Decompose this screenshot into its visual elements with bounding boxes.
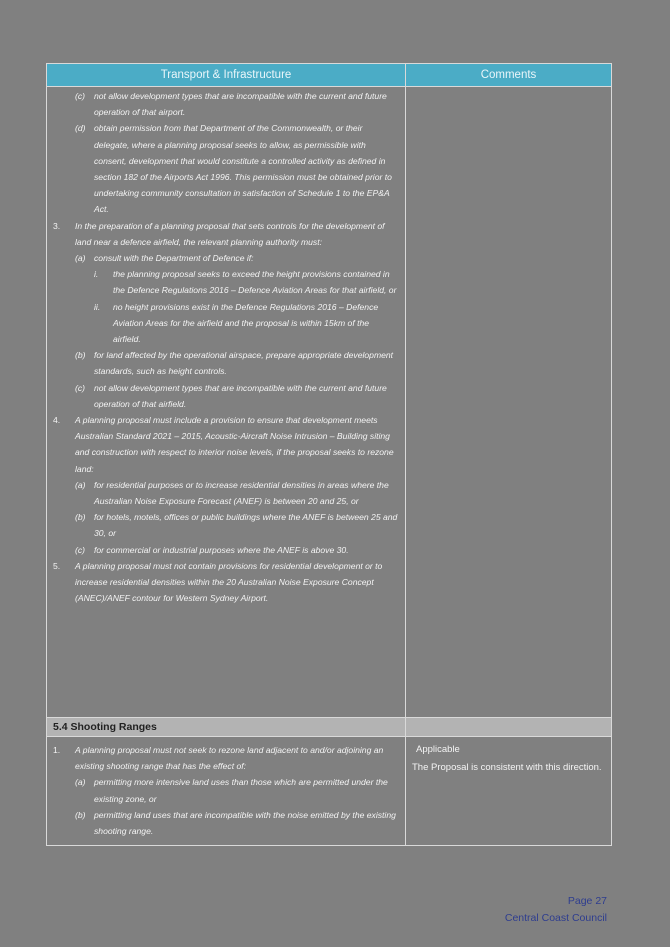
section-heading: 5.4 Shooting Ranges	[47, 718, 406, 736]
clause-label: (a)	[75, 479, 86, 490]
sub-clause-item	[53, 807, 399, 839]
clause-text: permitting land uses that are incompatible with the noise emitted by the existing shooting range.	[94, 809, 396, 837]
clause-label: (b)	[75, 512, 86, 523]
comments-cell	[406, 737, 611, 845]
clause-text: In the preparation of a planning proposal that sets controls for the development of land near a defence airfield, the relevant planning authority must:	[75, 220, 385, 247]
sub-clause-item	[53, 120, 399, 217]
clause-item	[53, 558, 399, 607]
clause-text: the planning proposal seeks to exceed the height provisions contained in the Defence Regulations 2016 – Defence Aviation Areas for that airfield, or	[113, 269, 397, 296]
clause-text: A planning proposal must include a provision to ensure that development meets Australian Standard 2021 – 2015, Acoustic-Aircraft Noise Intrusion – Building siting and construction with respect to interior noise levels, if the proposal seeks to rezone land:	[75, 415, 394, 474]
clause-label: 3.	[53, 220, 61, 231]
provisions-cell	[47, 737, 406, 845]
applicable-status: Applicable	[416, 744, 460, 755]
clause-text: consult with the Department of Defence if:	[94, 253, 254, 264]
clause-text: for land affected by the operational airspace, prepare appropriate development standards, such as height controls.	[94, 350, 394, 377]
sub-clause-item	[53, 299, 399, 348]
table-row	[47, 87, 611, 718]
sub-clause-item	[53, 380, 399, 412]
clause-text: A planning proposal must not seek to rezone land adjacent to and/or adjoining an existing shooting range that has the effect of:	[75, 745, 384, 772]
table-header-row	[47, 64, 611, 87]
page-number: Page 27	[567, 895, 607, 907]
sub-clause-item	[53, 774, 399, 806]
organisation-name: Central Coast Council	[504, 912, 607, 924]
clause-label: ii.	[94, 301, 101, 312]
section-heading-row	[47, 718, 611, 737]
transport-infrastructure-table	[46, 63, 612, 846]
clause-label: (d)	[75, 123, 86, 134]
clause-label: (a)	[75, 777, 86, 788]
clause-label: (a)	[75, 253, 86, 264]
clause-text: for hotels, motels, offices or public buildings where the ANEF is between 25 and 30, or	[94, 512, 398, 539]
header-comments: Comments	[480, 69, 537, 81]
clause-text: A planning proposal must not contain provisions for residential development or to increase residential densities within the 20 Australian Noise Exposure Concept (ANEC)/ANEF contour for Western Sydney Airport.	[75, 560, 383, 604]
clause-item	[53, 412, 399, 477]
clause-label: (c)	[75, 544, 86, 555]
clause-text: not allow development types that are incompatible with the current and future operation of that airfield.	[94, 382, 387, 409]
sub-clause-item	[53, 509, 399, 541]
sub-clause-item	[53, 266, 399, 298]
table-row	[47, 737, 611, 845]
clause-text: obtain permission from that Department of the Commonwealth, or their delegate, where a planning proposal seeks to allow, as permissible with consent, development that would constitute a controlled activity as defined in section 182 of the Airports Act 1996. This permission must be obtained prior to undertaking community consultation in satisfaction of Schedule 1 to the EP&A Act.	[94, 123, 392, 215]
sub-clause-item	[53, 250, 399, 266]
header-transport-infrastructure: Transport & Infrastructure	[47, 64, 406, 86]
clause-label: 4.	[53, 415, 61, 426]
clause-label: (c)	[75, 382, 86, 393]
clause-label: (c)	[75, 91, 86, 101]
comments-cell	[406, 87, 611, 717]
page-footer	[505, 893, 607, 927]
comment-text: The Proposal is consistent with this direction.	[412, 762, 602, 773]
clause-text: for residential purposes or to increase residential densities in areas where the Australian Noise Exposure Forecast (ANEF) is between 20 and 25, or	[94, 479, 389, 507]
clause-item	[53, 742, 399, 774]
clause-label: 5.	[53, 560, 61, 571]
sub-clause-item	[53, 477, 399, 509]
clause-label: 1.	[53, 745, 61, 755]
clause-item	[53, 218, 399, 250]
clause-text: no height provisions exist in the Defence Regulations 2016 – Defence Aviation Areas for the airfield and the proposal is within 15km of the airfield.	[113, 301, 379, 345]
clause-text: not allow development types that are incompatible with the current and future operation of that airport.	[94, 91, 387, 118]
section-heading-comment-cell	[406, 718, 611, 736]
sub-clause-item	[53, 88, 399, 120]
provisions-cell	[47, 87, 406, 717]
clause-label: i.	[94, 269, 99, 280]
clause-label: (b)	[75, 350, 86, 361]
clause-text: for commercial or industrial purposes where the ANEF is above 30.	[94, 544, 349, 555]
clause-label: (b)	[75, 809, 86, 820]
sub-clause-item	[53, 347, 399, 379]
clause-text: permitting more intensive land uses than those which are permitted under the existing zone, or	[94, 777, 388, 804]
sub-clause-item	[53, 542, 399, 558]
